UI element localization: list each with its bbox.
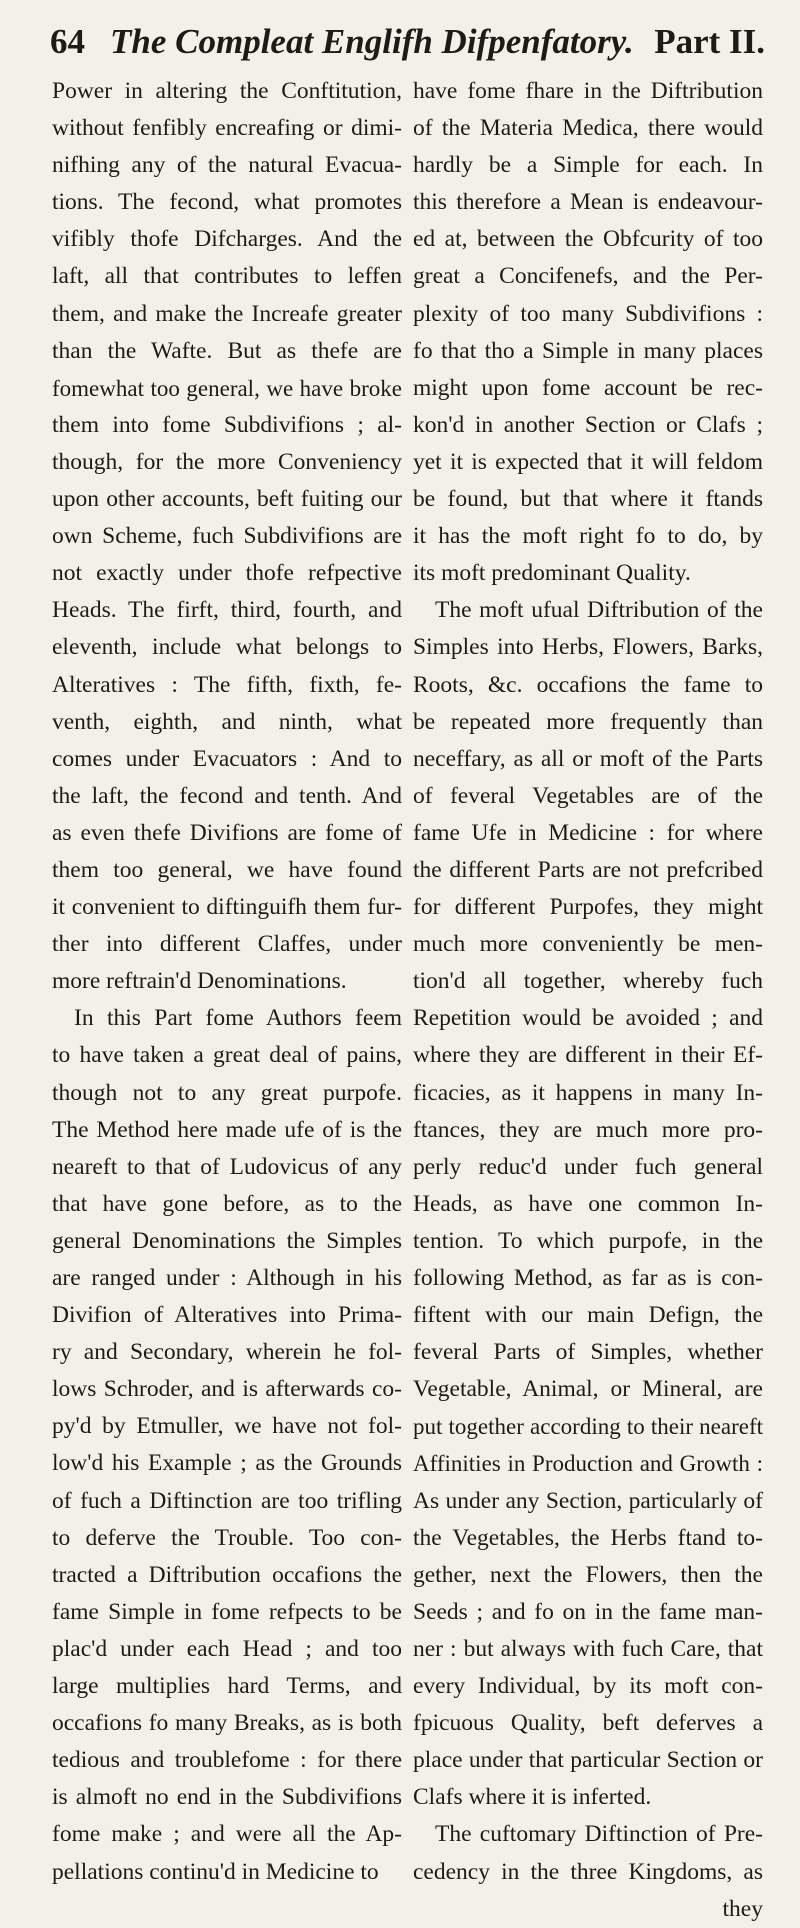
- text-line: neareft to that of Ludovicus of any: [52, 1153, 402, 1180]
- text-line: hardly be a Simple for each. In: [413, 152, 763, 179]
- text-line: neceffary, as all or moft of the Parts: [413, 745, 763, 772]
- text-line: upon other accounts, beft fuiting our: [52, 486, 402, 513]
- text-line: this therefore a Mean is endeavour-: [413, 189, 763, 216]
- text-line: the different Parts are not prefcribed: [413, 856, 763, 883]
- text-line: the Vegetables, the Herbs ftand to-: [413, 1524, 763, 1551]
- text-line: low'd his Example ; as the Grounds: [52, 1450, 402, 1477]
- text-line: ficacies, as it happens in many In-: [413, 1079, 763, 1106]
- text-line: Heads. The firft, third, fourth, and: [52, 597, 402, 624]
- text-line: great a Concifenefs, and the Per-: [413, 263, 763, 290]
- text-line: of fuch a Diftinction are too trifling: [52, 1487, 402, 1514]
- text-line: Vegetable, Animal, or Mineral, are: [413, 1376, 763, 1403]
- text-line: eleventh, include what belongs to: [52, 634, 402, 661]
- text-line: ftances, they are much more pro-: [413, 1116, 763, 1143]
- text-line: of the Materia Medica, there would: [413, 115, 763, 142]
- text-line: Repetition would be avoided ; and: [413, 1005, 763, 1032]
- text-line: perly reduc'd under fuch general: [413, 1153, 763, 1180]
- text-line: they: [722, 1895, 763, 1922]
- text-line: place under that particular Section or: [413, 1747, 763, 1774]
- text-line: lows Schroder, and is afterwards co-: [52, 1376, 402, 1403]
- text-line: plac'd under each Head ; and too: [52, 1635, 402, 1662]
- text-line: to deferve the Trouble. Too con-: [52, 1524, 402, 1551]
- text-line: Alteratives : The fifth, fixth, fe-: [52, 671, 402, 698]
- text-line: than the Wafte. But as thefe are: [52, 337, 402, 364]
- left-column: [52, 73, 402, 1891]
- text-line: cedency in the three Kingdoms, as: [413, 1858, 763, 1885]
- text-line: to have taken a great deal of pains,: [52, 1042, 402, 1069]
- text-line: Roots, &c. occafions the fame to: [413, 671, 763, 698]
- text-line: Heads, as have one common In-: [413, 1190, 763, 1217]
- text-line: have fome fhare in the Diftribution: [413, 78, 763, 104]
- text-line: occafions fo many Breaks, as is both: [52, 1710, 402, 1737]
- text-line: The Method here made ufe of is the: [52, 1116, 402, 1143]
- text-line: The cuftomary Diftinction of Pre-: [435, 1821, 763, 1848]
- text-line: The moft ufual Diftribution of the: [435, 597, 763, 624]
- text-line: of feveral Vegetables are of the: [413, 782, 763, 809]
- text-line: without fenfibly encreafing or dimi-: [52, 115, 402, 142]
- text-line: that have gone before, as to the: [52, 1190, 402, 1217]
- text-line: own Scheme, fuch Subdivifions are: [52, 523, 402, 550]
- text-line: comes under Evacuators : And to: [52, 745, 402, 772]
- text-line: Simples into Herbs, Flowers, Barks,: [413, 634, 763, 661]
- text-line: gether, next the Flowers, then the: [413, 1561, 763, 1588]
- running-title: The Compleat Englifh Difpenfatory.: [110, 22, 634, 61]
- text-line: ed at, between the Obfcurity of too: [413, 226, 763, 253]
- text-line: its moft predominant Quality.: [413, 560, 691, 587]
- text-line: tion'd all together, whereby fuch: [413, 968, 763, 995]
- text-line: where they are different in their Ef-: [413, 1042, 763, 1069]
- text-line: fiftent with our main Defign, the: [413, 1302, 763, 1329]
- text-line: be found, but that where it ftands: [413, 486, 763, 513]
- text-line: pellations continu'd in Medicine to: [52, 1858, 379, 1885]
- text-line: the laft, the fecond and tenth. And: [52, 782, 402, 809]
- text-line: py'd by Etmuller, we have not fol-: [52, 1413, 402, 1440]
- text-line: Clafs where it is inferted.: [413, 1784, 652, 1811]
- text-line: it convenient to diftinguifh them fur-: [52, 894, 402, 921]
- text-line: As under any Section, particularly of: [413, 1487, 763, 1514]
- text-line: it has the moft right fo to do, by: [413, 523, 763, 550]
- text-line: nifhing any of the natural Evacua-: [52, 152, 402, 179]
- text-line: might upon fome account be rec-: [413, 374, 763, 401]
- text-line: fame Ufe in Medicine : for where: [413, 819, 763, 846]
- text-line: tention. To which purpofe, in the: [413, 1227, 763, 1254]
- text-line: fame Simple in fome refpects to be: [52, 1598, 402, 1625]
- text-line: though, for the more Conveniency: [52, 448, 402, 475]
- text-line: them, and make the Increafe greater: [52, 300, 402, 327]
- text-line: much more conveniently be men-: [413, 931, 763, 958]
- text-line: fomewhat too general, we have broke: [52, 375, 402, 401]
- text-line: general Denominations the Simples: [52, 1227, 402, 1254]
- right-column: [413, 73, 763, 1928]
- text-line: be repeated more frequently than: [413, 708, 763, 735]
- text-line: kon'd in another Section or Clafs ;: [413, 411, 763, 438]
- text-line: is almoft no end in the Subdivifions: [52, 1784, 402, 1811]
- text-line: are ranged under : Although in his: [52, 1265, 402, 1291]
- text-line: feveral Parts of Simples, whether: [413, 1339, 763, 1366]
- text-line: for different Purpofes, they might: [413, 894, 763, 921]
- text-line: Power in altering the Conftitution,: [52, 78, 402, 104]
- text-line: tracted a Diftribution occafions the: [52, 1561, 402, 1588]
- text-line: following Method, as far as is con-: [413, 1265, 763, 1291]
- text-line: as even thefe Divifions are fome of: [52, 819, 402, 846]
- text-line: put together according to their neareft: [413, 1414, 763, 1440]
- text-line: ry and Secondary, wherein he fol-: [52, 1339, 402, 1366]
- text-line: In this Part fome Authors feem: [74, 1005, 402, 1032]
- text-line: them into fome Subdivifions ; al-: [52, 411, 402, 438]
- text-line: vifibly thofe Difcharges. And the: [52, 226, 402, 253]
- text-line: Affinities in Production and Growth :: [413, 1451, 763, 1477]
- running-header: [50, 12, 765, 72]
- text-line: venth, eighth, and ninth, what: [52, 708, 402, 735]
- page-number: 64: [50, 22, 85, 61]
- text-line: fpicuous Quality, beft deferves a: [413, 1710, 763, 1737]
- text-line: tedious and troublefome : for there: [52, 1747, 402, 1774]
- text-line: though not to any great purpofe.: [52, 1079, 402, 1106]
- text-line: yet it is expected that it will feldom: [413, 448, 763, 475]
- text-line: every Individual, by its moft con-: [413, 1673, 763, 1700]
- text-line: Seeds ; and fo on in the fame man-: [413, 1598, 763, 1625]
- text-line: laft, all that contributes to leffen: [52, 263, 402, 290]
- text-line: tions. The fecond, what promotes: [52, 189, 402, 216]
- text-line: fome make ; and were all the Ap-: [52, 1821, 402, 1848]
- text-line: ner : but always with fuch Care, that: [413, 1635, 763, 1662]
- text-line: ther into different Claffes, under: [52, 931, 402, 958]
- text-line: more reftrain'd Denominations.: [52, 968, 347, 995]
- text-line: not exactly under thofe refpective: [52, 560, 402, 587]
- part-label: Part II.: [654, 22, 765, 61]
- text-line: large multiplies hard Terms, and: [52, 1673, 402, 1700]
- text-line: them too general, we have found: [52, 856, 402, 883]
- text-line: Divifion of Alteratives into Prima-: [52, 1302, 402, 1329]
- text-line: fo that tho a Simple in many places: [413, 337, 763, 364]
- text-line: plexity of too many Subdivifions :: [413, 300, 763, 327]
